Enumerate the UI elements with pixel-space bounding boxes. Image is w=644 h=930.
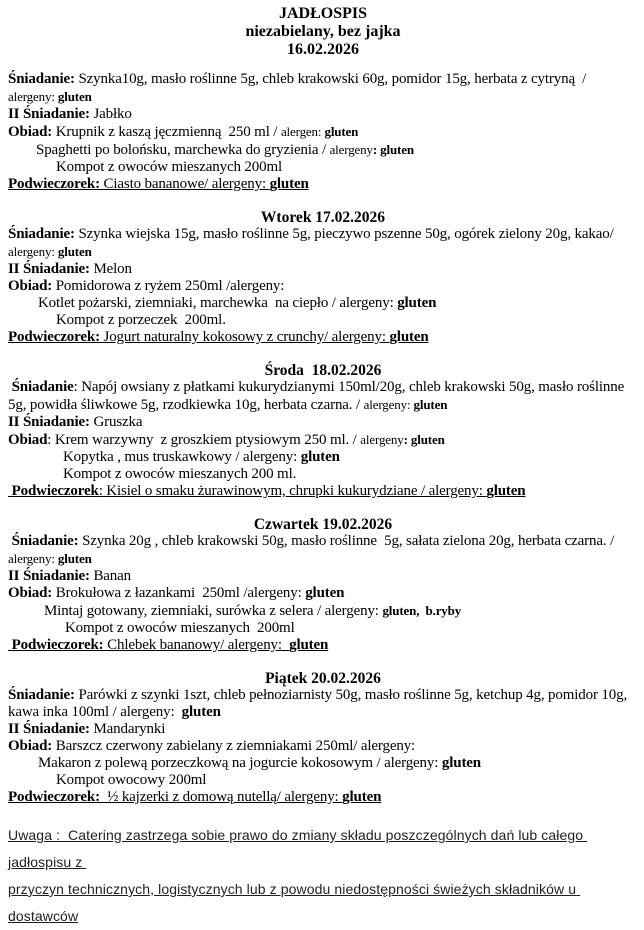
- day-title: Czwartek 19.02.2026: [253, 516, 393, 533]
- text-segment: Obiad:: [8, 585, 56, 601]
- text-segment: : gluten: [372, 142, 414, 157]
- menu-line: [8, 637, 638, 654]
- text-segment: Kompot z porzeczek 200ml.: [56, 312, 226, 328]
- text-segment: Ciasto bananowe/ alergeny:: [103, 176, 270, 192]
- text-segment: alergeny:: [8, 551, 58, 566]
- text-segment: gluten: [389, 329, 429, 345]
- menu-line: [8, 687, 638, 704]
- text-segment: Kompot z owoców mieszanych 200ml: [56, 159, 282, 175]
- text-segment: Jogurt naturalny kokosowy z crunchy/ alergeny:: [103, 329, 390, 345]
- text-segment: gluten: [397, 295, 437, 311]
- text-segment: Kopytka , mus truskawkowy / alergeny:: [63, 449, 301, 465]
- menu-line: [8, 483, 638, 500]
- day-title: Piątek 20.02.2026: [265, 670, 381, 687]
- text-segment: gluten: [342, 789, 382, 805]
- menu-line: [8, 123, 638, 141]
- text-segment: alergeny: [329, 142, 373, 157]
- disclaimer-note: [8, 822, 638, 930]
- text-segment: gluten: [57, 244, 92, 259]
- menu-line: [36, 141, 638, 159]
- text-segment: : gluten: [403, 432, 445, 447]
- text-segment: Makaron z polewą porzeczkową na jogurcie kokosowym / alergeny:: [38, 755, 442, 771]
- menu-line: [8, 71, 638, 88]
- text-segment: 5g, powidła śliwkowe 5g, rzodkiewka 10g, herbata czarna. /: [8, 397, 364, 413]
- menu-line: [8, 106, 638, 123]
- menu-line: [8, 261, 638, 278]
- text-segment: Barszcz czerwony zabielany z ziemniakami 250ml/ alergeny:: [55, 738, 416, 754]
- menu-line: [8, 243, 638, 261]
- menu-line: [8, 379, 638, 396]
- text-segment: Podwieczorek:: [8, 176, 104, 192]
- menu-line: [8, 585, 638, 602]
- text-segment: gluten: [324, 124, 359, 139]
- text-segment: gluten: [57, 551, 92, 566]
- day-section: [8, 71, 638, 193]
- menu-line: [8, 738, 638, 755]
- text-segment: Podwieczorek:: [8, 329, 104, 345]
- text-segment: alergeny: [360, 432, 404, 447]
- text-segment: Pomidorowa z ryżem 250ml /alergeny:: [55, 278, 285, 294]
- text-segment: : Krem warzywny z groszkiem ptysiowym 250 ml. /: [47, 432, 361, 448]
- text-segment: Podwieczorek: [11, 483, 99, 499]
- text-segment: Chlebek bananowy/ alergeny:: [107, 637, 290, 653]
- menu-line: [8, 533, 638, 550]
- text-segment: II Śniadanie:: [8, 106, 94, 122]
- text-segment: Kompot z owoców mieszanych 200ml: [65, 620, 295, 636]
- text-segment: Melon: [93, 261, 132, 277]
- text-segment: Śniadanie:: [11, 533, 83, 549]
- text-segment: alergeny:: [8, 89, 58, 104]
- text-segment: Kotlet pożarski, ziemniaki, marchewka na ciepło / alergeny:: [38, 295, 398, 311]
- menu-line: [8, 329, 638, 346]
- text-segment: Szynka10g, masło roślinne 5g, chleb krakowski 60g, pomidor 15g, herbata z cytryną /: [78, 71, 587, 87]
- menu-line: [8, 88, 638, 106]
- text-segment: Jabłko: [93, 106, 132, 122]
- text-segment: gluten: [57, 89, 92, 104]
- day-section: [8, 209, 638, 346]
- text-segment: Śniadanie:: [8, 226, 79, 242]
- text-segment: gluten: [305, 585, 345, 601]
- note-line: Uwaga : Catering zastrzega sobie prawo do zmiany składu poszczególnych dań lub całego jadłospisu z: [8, 827, 588, 870]
- text-segment: kawa inka 100ml / alergeny:: [8, 704, 182, 720]
- menu-line: [65, 620, 638, 637]
- text-segment: alergeny:: [8, 244, 58, 259]
- text-segment: Podwieczorek:: [11, 637, 108, 653]
- text-segment: II Śniadanie:: [8, 568, 94, 584]
- text-segment: gluten: [289, 637, 329, 653]
- text-segment: Podwieczorek:: [8, 789, 108, 805]
- text-segment: Krupnik z kaszą jęczmienną 250 ml /: [55, 124, 281, 140]
- text-segment: gluten: [486, 483, 526, 499]
- day-title: Środa 18.02.2026: [264, 362, 382, 379]
- menu-title: JADŁOSPIS: [278, 5, 368, 22]
- text-segment: Obiad:: [8, 278, 56, 294]
- text-segment: Obiad:: [8, 124, 56, 140]
- menu-line: [44, 602, 638, 620]
- menu-line: [8, 176, 638, 193]
- text-segment: Kompot owocowy 200ml: [56, 772, 207, 788]
- text-segment: gluten: [181, 704, 221, 720]
- menu-line: [56, 772, 638, 789]
- menu-header: [8, 5, 638, 59]
- menu-line: [63, 449, 638, 466]
- text-segment: Banan: [93, 568, 132, 584]
- day-section: [8, 362, 638, 500]
- text-segment: II Śniadanie:: [8, 721, 94, 737]
- text-segment: Obiad: [8, 432, 48, 448]
- menu-line: [8, 431, 638, 449]
- text-segment: II Śniadanie:: [8, 261, 94, 277]
- menu-line: [63, 466, 638, 483]
- menu-line: [38, 755, 638, 772]
- menu-date: 16.02.2026: [287, 41, 359, 58]
- menu-line: [8, 414, 638, 431]
- day-title: Wtorek 17.02.2026: [260, 209, 386, 226]
- text-segment: Śniadanie: [11, 379, 74, 395]
- text-segment: Gruszka: [93, 414, 143, 430]
- text-segment: Brokułowa z łazankami 250ml /alergeny:: [55, 585, 306, 601]
- text-segment: : Kisiel o smaku żurawinowym, chrupki kukurydziane / alergeny:: [98, 483, 487, 499]
- text-segment: Śniadanie:: [8, 71, 79, 87]
- menu-line: [38, 295, 638, 312]
- menu-line: [8, 396, 638, 414]
- menu-days: [8, 71, 638, 806]
- text-segment: Szynka wiejska 15g, masło roślinne 5g, pieczywo pszenne 50g, ogórek zielony 20g, kakao/: [78, 226, 614, 242]
- text-segment: Mandarynki: [93, 721, 166, 737]
- menu-subtitle: niezabielany, bez jajka: [245, 23, 401, 40]
- menu-line: [56, 159, 638, 176]
- menu-line: [8, 278, 638, 295]
- text-segment: alergen:: [280, 124, 325, 139]
- text-segment: Obiad:: [8, 738, 56, 754]
- text-segment: gluten: [441, 755, 481, 771]
- text-segment: gluten: [413, 397, 448, 412]
- menu-line: [8, 721, 638, 738]
- text-segment: gluten: [269, 176, 309, 192]
- text-segment: II Śniadanie:: [8, 414, 94, 430]
- text-segment: Kompot z owoców mieszanych 200 ml.: [63, 466, 297, 482]
- menu-line: [8, 226, 638, 243]
- text-segment: gluten, b.ryby: [382, 603, 462, 618]
- text-segment: Mintaj gotowany, ziemniaki, surówka z selera / alergeny:: [44, 603, 383, 619]
- text-segment: Szynka 20g , chleb krakowski 50g, masło roślinne 5g, sałata zielona 20g, herbata czarna. /: [82, 533, 615, 549]
- text-segment: Parówki z szynki 1szt, chleb pełnoziarnisty 50g, masło roślinne 5g, ketchup 4g, pomidor 10g,: [78, 687, 628, 703]
- menu-line: [56, 312, 638, 329]
- menu-line: [8, 789, 638, 806]
- text-segment: alergeny:: [363, 397, 414, 412]
- text-segment: Śniadanie:: [8, 687, 79, 703]
- day-section: [8, 670, 638, 806]
- text-segment: : Napój owsiany z płatkami kukurydzianymi 150ml/20g, chleb krakowski 50g, masło roślinne: [73, 379, 625, 395]
- menu-line: [8, 704, 638, 721]
- day-section: [8, 516, 638, 654]
- text-segment: ½ kajzerki z domową nutellą/ alergeny:: [107, 789, 343, 805]
- text-segment: Spaghetti po bolońsku, marchewka do gryzienia /: [36, 142, 330, 158]
- text-segment: gluten: [300, 449, 340, 465]
- menu-line: [8, 568, 638, 585]
- menu-line: [8, 550, 638, 568]
- note-line: przyczyn technicznych, logistycznych lub z powodu niedostępności świeżych składników u dostawców: [8, 881, 581, 924]
